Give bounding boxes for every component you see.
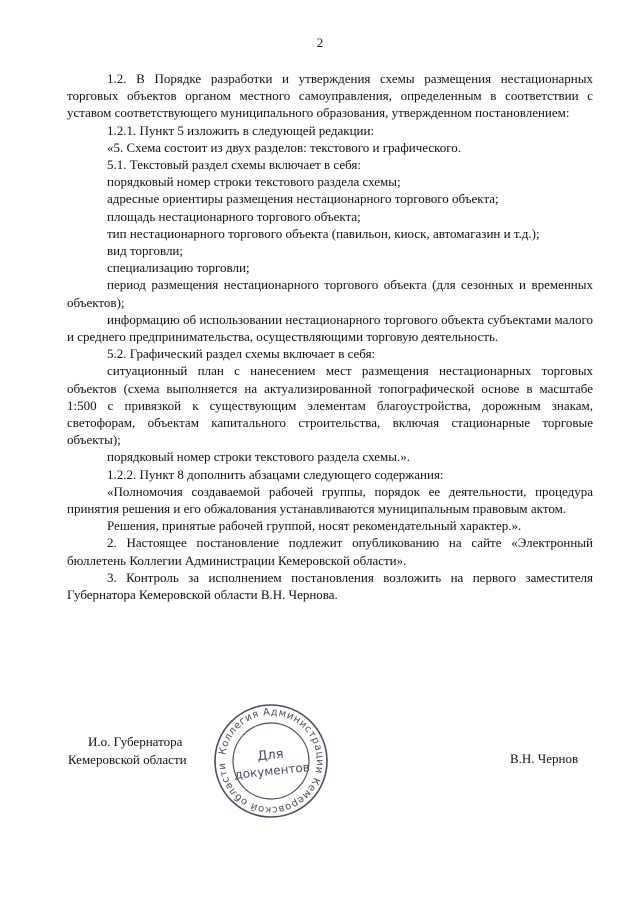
paragraph: 5.1. Текстовый раздел схемы включает в себя: <box>107 157 362 173</box>
paragraph: порядковый номер строки текстового раздела схемы.». <box>107 449 410 465</box>
paragraph: «5. Схема состоит из двух разделов: текстового и графического. <box>107 139 462 155</box>
paragraph: 5.2. Графический раздел схемы включает в себя: <box>107 346 376 362</box>
signatory-title-line: Кемеровской области <box>68 751 187 767</box>
paragraph: 1.2.2. Пункт 8 дополнить абзацами следующего содержания: <box>107 466 444 482</box>
paragraph: тип нестационарного торгового объекта (павильон, киоск, автомагазин и т.д.); <box>107 225 540 241</box>
paragraph: вид торговли; <box>107 243 184 259</box>
paragraph: 2. Настоящее постановление подлежит опубликованию на сайте «Электронный бюллетень Коллегии Администрации Кемеровской области». <box>67 535 593 568</box>
paragraph: 1.2.1. Пункт 5 изложить в следующей редакции: <box>107 122 375 138</box>
paragraph: Решения, принятые рабочей группой, носят рекомендательный характер.». <box>107 518 522 534</box>
paragraph: специализацию торговли; <box>107 260 250 276</box>
paragraph: адресные ориентиры размещения нестационарного торгового объекта; <box>107 191 499 207</box>
signatory-title-line: И.о. Губернатора <box>88 734 183 749</box>
seal-stamp <box>211 701 331 821</box>
signatory-title <box>68 733 187 768</box>
paragraph: 1.2. В Порядке разработки и утверждения схемы размещения нестационарных торговых объектов органом местного самоуправления, определенным в соответствии с уставом соответствующего муниципального образования, утвержденном постановлением: <box>67 71 593 121</box>
seal-ring-text: Коллегия Администрации Кемеровской области <box>216 706 326 816</box>
signatory-name: В.Н. Чернов <box>510 751 579 766</box>
paragraph: площадь нестационарного торгового объекта; <box>107 208 361 224</box>
paragraph: порядковый номер строки текстового раздела схемы; <box>107 174 401 190</box>
paragraph: период размещения нестационарного торгового объекта (для сезонных и временных объектов); <box>67 277 593 310</box>
seal-center-text: документов <box>233 760 311 782</box>
seal-center-text: Для <box>256 746 285 765</box>
paragraph: информацию об использовании нестационарного торгового объекта субъектами малого и среднего предпринимательства, осуществляющими торговую деятельность. <box>67 311 593 345</box>
page-number: 2 <box>316 35 324 50</box>
paragraph: 3. Контроль за исполнением постановления возложить на первого заместителя Губернатора Кемеровской области В.Н. Чернова. <box>67 569 593 603</box>
paragraph: «Полномочия создаваемой рабочей группы, порядок ее деятельности, процедура принятия решения и его обжалования устанавливаются муниципальным правовым актом. <box>67 483 593 517</box>
paragraph: ситуационный план с нанесением мест размещения нестационарных торговых объектов (схема выполняется на актуализированной топографической основе в масштабе 1:500 с привязкой к существующим элементам благоустройства, дорожным знакам, светофорам, объектам капитального строительства, включая стационарные торговые объекты); <box>67 363 593 448</box>
document-body <box>67 70 593 603</box>
